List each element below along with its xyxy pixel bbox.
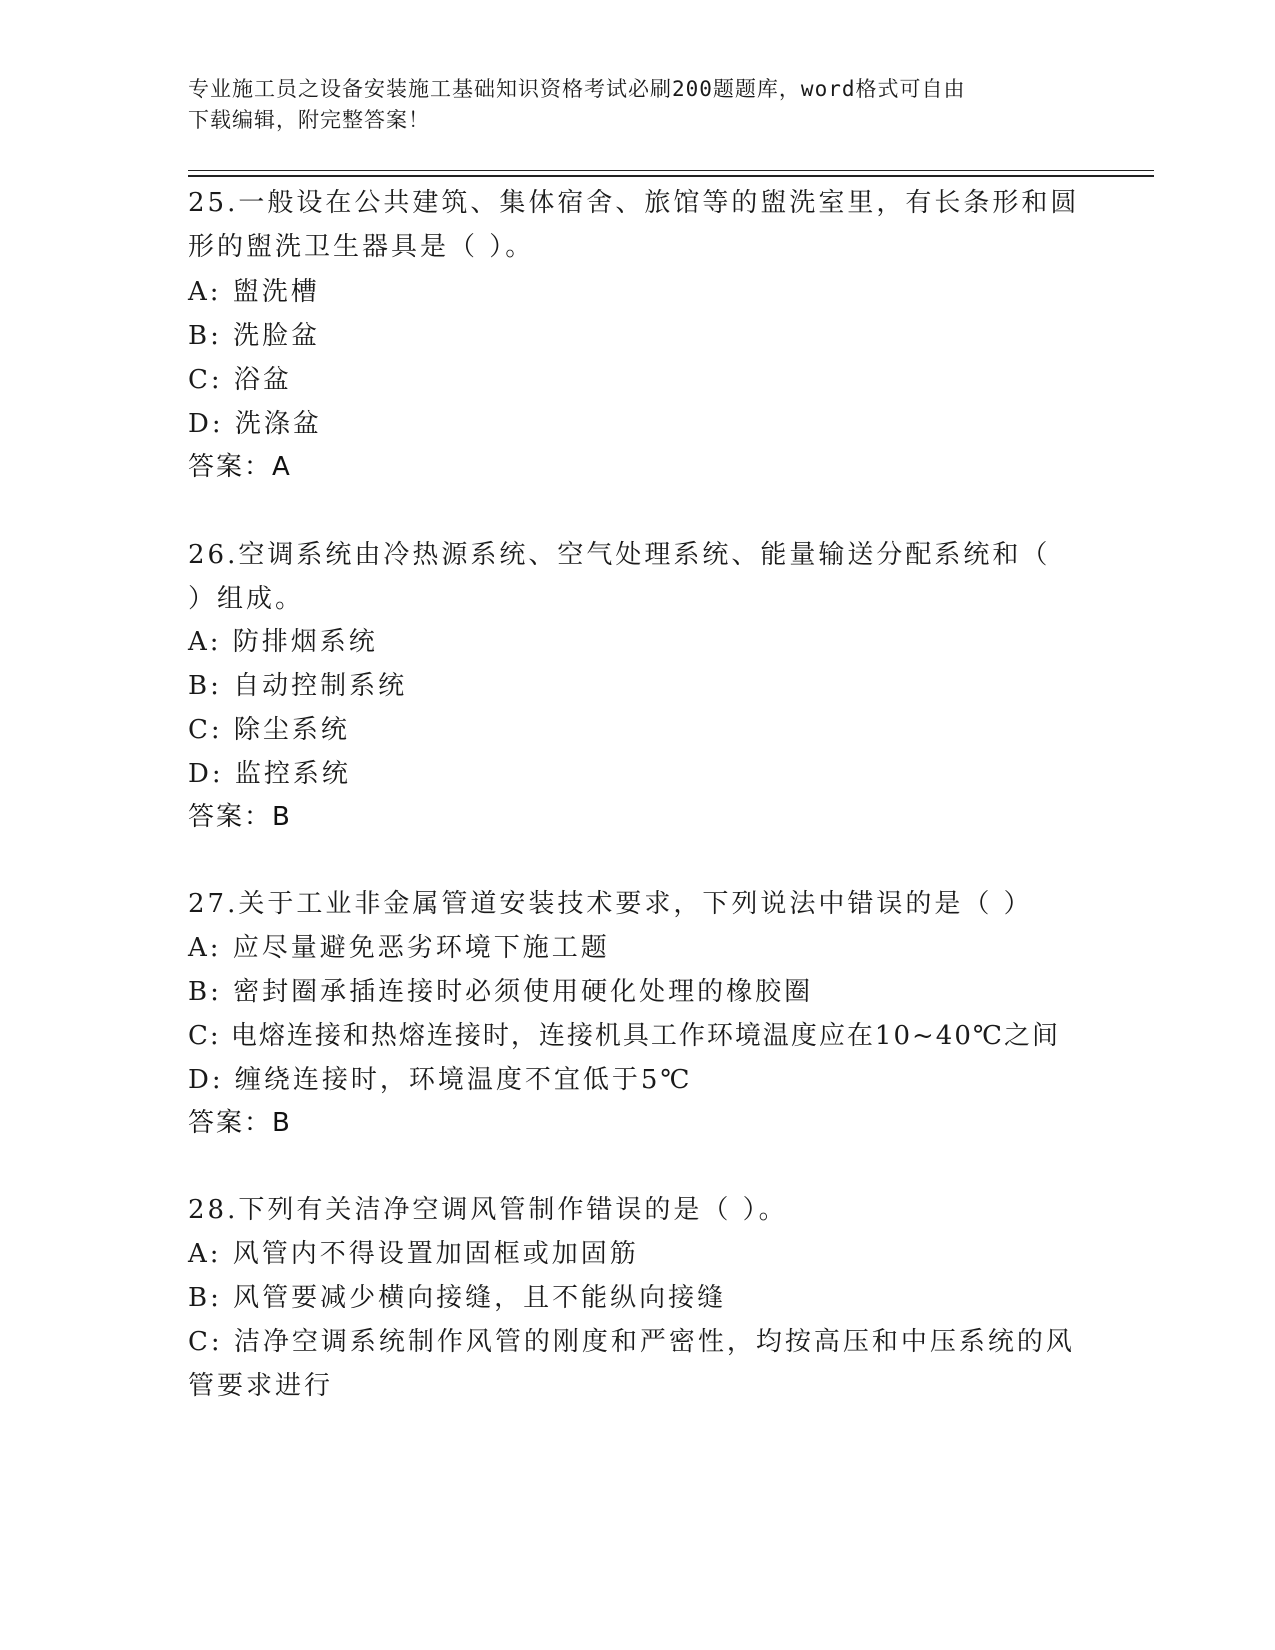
question-26-text-line-1: 26.空调系统由冷热源系统、空气处理系统、能量输送分配系统和（ xyxy=(188,540,1051,570)
question-27-option-c: C: 电熔连接和热熔连接时，连接机具工作环境温度应在10~40℃之间 xyxy=(188,1021,1060,1051)
header-divider-bottom xyxy=(188,175,1154,177)
question-28-text-line-1: 28.下列有关洁净空调风管制作错误的是（ ）。 xyxy=(188,1195,788,1225)
question-27-option-a: A: 应尽量避免恶劣环境下施工题 xyxy=(188,933,610,963)
question-27-text-line-1: 27.关于工业非金属管道安装技术要求，下列说法中错误的是（ ） xyxy=(188,889,1033,919)
question-26-option-d: D: 监控系统 xyxy=(188,759,351,789)
question-28-option-c-continuation: 管要求进行 xyxy=(188,1371,334,1401)
question-26-answer: 答案：B xyxy=(188,802,292,832)
question-25-option-b: B: 洗脸盆 xyxy=(188,321,321,351)
header-intro-line-2: 下载编辑，附完整答案！ xyxy=(188,108,430,132)
question-26-text-line-2: ）组成。 xyxy=(188,584,305,614)
question-28-option-c: C: 洁净空调系统制作风管的刚度和严密性，均按高压和中压系统的风 xyxy=(188,1327,1075,1357)
document-header xyxy=(188,74,1068,136)
question-28-option-b: B: 风管要减少横向接缝，且不能纵向接缝 xyxy=(188,1283,727,1313)
question-25-option-d: D: 洗涤盆 xyxy=(188,409,322,439)
question-25-text-line-1: 25.一般设在公共建筑、集体宿舍、旅馆等的盥洗室里，有长条形和圆 xyxy=(188,188,1080,218)
question-25-text-line-2: 形的盥洗卫生器具是（ ）。 xyxy=(188,232,535,262)
question-26-option-a: A: 防排烟系统 xyxy=(188,627,378,657)
header-intro-line-1: 专业施工员之设备安装施工基础知识资格考试必刷200题题库，word格式可自由 xyxy=(188,77,966,101)
question-25-answer: 答案：A xyxy=(188,452,292,482)
question-27-option-b: B: 密封圈承插连接时必须使用硬化处理的橡胶圈 xyxy=(188,977,814,1007)
question-27-option-d: D: 缠绕连接时，环境温度不宜低于5℃ xyxy=(188,1065,693,1095)
question-28-option-a: A: 风管内不得设置加固框或加固筋 xyxy=(188,1239,639,1269)
header-divider-top xyxy=(188,170,1154,171)
question-26-option-c: C: 除尘系统 xyxy=(188,715,350,745)
question-26-option-b: B: 自动控制系统 xyxy=(188,671,408,701)
question-25-option-a: A: 盥洗槽 xyxy=(188,277,320,307)
question-27-answer: 答案：B xyxy=(188,1108,292,1138)
question-25-option-c: C: 浴盆 xyxy=(188,365,292,395)
